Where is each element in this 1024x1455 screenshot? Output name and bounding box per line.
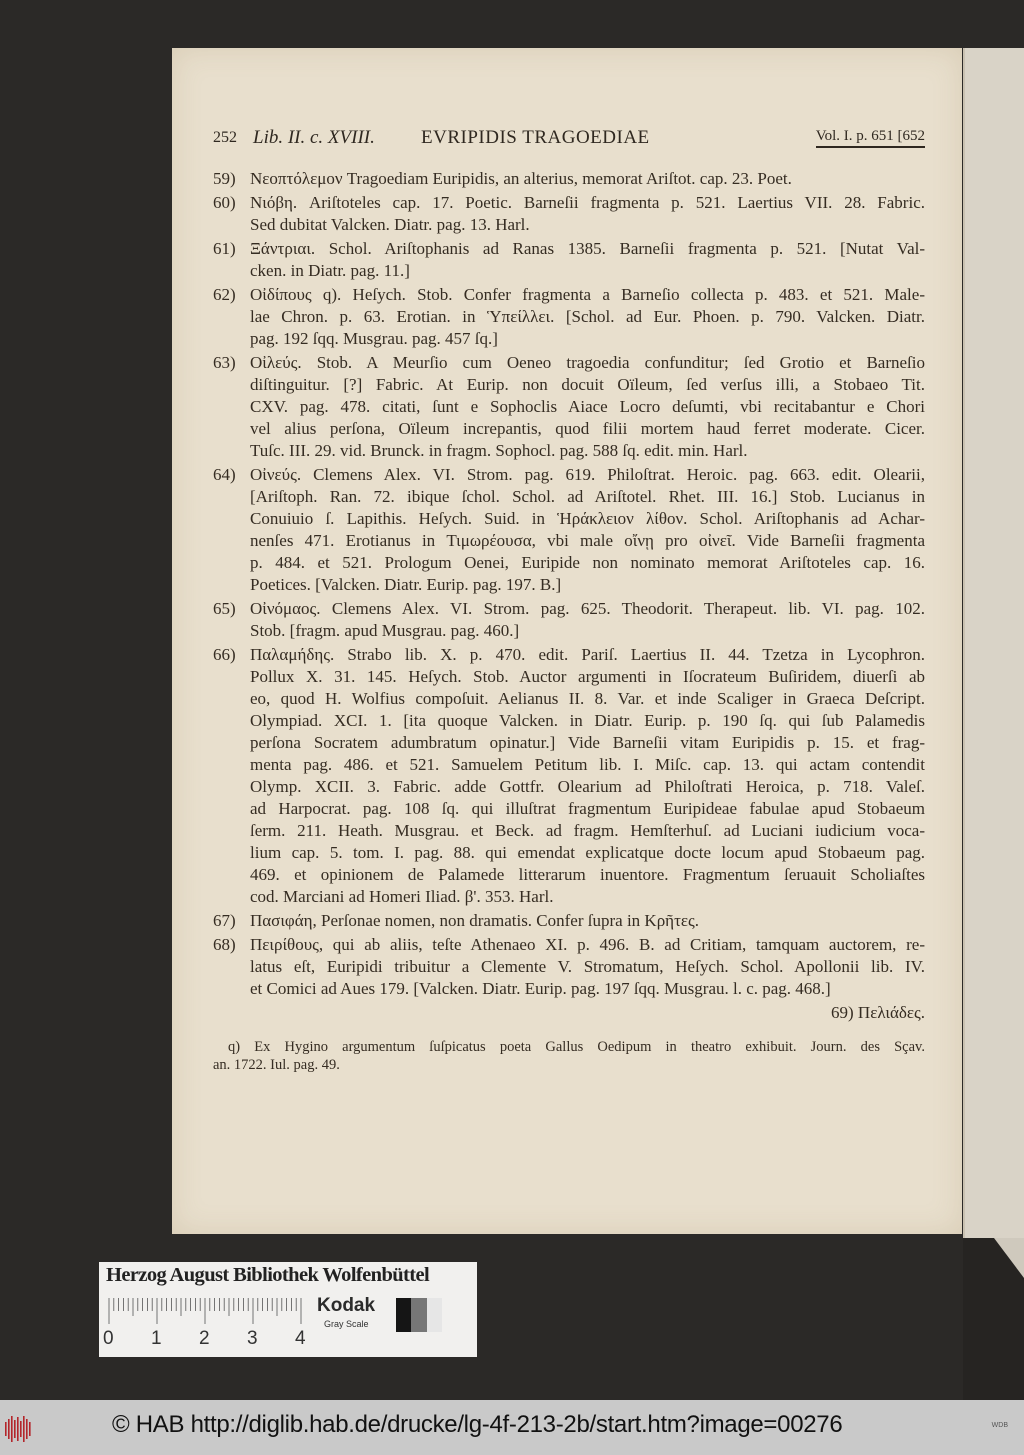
entry-line: perſona Socratem adumbratum opinatur.] Vide Barneſii vitam Euripidis p. 15. et frag- — [250, 733, 925, 752]
footnote-line: q) Ex Hygino argumentum ſuſpicatus poeta Gallus Oedipum in theatro exhibuit. Journ. des Sçav. — [228, 1039, 925, 1055]
logo-bar — [26, 1419, 28, 1439]
entry-line: Stob. [fragm. apud Musgrau. pag. 460.] — [250, 621, 520, 640]
volume-reference: Vol. I. p. 651 [652 — [816, 128, 925, 148]
logo-bar — [8, 1419, 10, 1439]
gray-patch — [427, 1298, 442, 1332]
entry-line: diſtinguitur. [?] Fabric. At Eurip. non docuit Oïleum, ſed verſus illi, a Stobaeo Tit. — [250, 375, 925, 394]
footer-mark: WDB — [991, 1422, 1008, 1429]
entry — [213, 598, 925, 642]
entry-line: Πειρίθους, qui ab aliis, teſte Athenaeo XI. p. 496. B. ad Critiam, tamquam auctorem, re- — [250, 935, 925, 954]
entry-line: lae Chron. p. 63. Erotian. in Ὑπείλλει. [Schol. ad Eur. Phoen. p. 790. Valcken. Diatr. — [250, 307, 925, 326]
entry — [213, 192, 925, 236]
entry-line: Νεοπτόλεμον Tragoediam Euripidis, an alterius, memorat Ariſtot. cap. 23. Poet. — [250, 169, 792, 188]
gray-patch — [411, 1298, 426, 1332]
entry-number: 59) — [213, 169, 236, 188]
entry-line: p. 484. et 521. Prologum Oenei, Euripide non nominato memorat Ariſtoteles cap. 16. — [250, 553, 925, 572]
entry — [213, 464, 925, 596]
entry-line: Olymp. XCII. 3. Fabric. adde Gottfr. Olearium ad Philoſtrati Heroica, p. 718. Valeſ. — [250, 777, 925, 796]
entry-line: Conuiuio ſ. Lapithis. Heſych. Suid. in Ἡράκλειον λίθον. Schol. Ariſtophanis ad Achar- — [250, 509, 925, 528]
entry — [213, 284, 925, 350]
gray-scale-label: Gray Scale — [324, 1319, 369, 1329]
entry-number: 60) — [213, 193, 236, 212]
entry-number: 61) — [213, 239, 236, 258]
entry-line: cken. in Diatr. pag. 11.] — [250, 261, 410, 280]
entry-number: 67) — [213, 911, 236, 930]
entry-line: Poetices. [Valcken. Diatr. Eurip. pag. 197. B.] — [250, 575, 562, 594]
ruler-scale — [106, 1298, 306, 1324]
entry-number: 64) — [213, 465, 236, 484]
ruler-number: 3 — [247, 1328, 258, 1349]
ruler-number: 2 — [199, 1328, 210, 1349]
ruler-number: 1 — [151, 1328, 162, 1349]
logo-bar — [20, 1421, 22, 1437]
page-body — [213, 168, 925, 1074]
entry-line: vel alius perſona, Oïleum increpantis, quod filii mortem haud ferret moderate. Cicer. — [250, 419, 925, 438]
entry-number: 68) — [213, 935, 236, 954]
entry-line: Pollux X. 31. 145. Heſych. Stob. Auctor argumenti in Iſocrateum Buſiridem, diuerſi ab — [250, 667, 925, 686]
entry-line: CXV. pag. 478. citati, ſunt e Sophoclis Aiace Locro deſumti, vbi recitabantur e Chori — [250, 397, 925, 416]
entry-line: et Comici ad Aues 179. [Valcken. Diatr. Eurip. pag. 197 ſqq. Musgrau. l. c. pag. 468.] — [250, 979, 831, 998]
entry-line: Tuſc. III. 29. vid. Brunck. in fragm. Sophocl. pag. 588 ſq. edit. min. Harl. — [250, 441, 748, 460]
entry-line: Νιόβη. Ariſtoteles cap. 17. Poetic. Barneſii fragmenta p. 521. Laertius VII. 28. Fabric. — [250, 193, 925, 212]
entry-line: Οἰλεύς. Stob. A Meurſio cum Oeneo tragoedia confunditur; ſed Grotio et Barneſio — [250, 353, 925, 372]
entry-line: latus eſt, Euripidi tribuitur a Clemente V. Stromatum, Heſych. Schol. Apollonii lib. IV. — [250, 957, 925, 976]
kodak-logo: Kodak — [317, 1295, 376, 1316]
entry-number: 63) — [213, 353, 236, 372]
logo-bar — [14, 1420, 16, 1438]
logo-bar — [11, 1416, 13, 1442]
footnote — [213, 1038, 925, 1074]
entry — [213, 238, 925, 282]
logo-bar — [17, 1417, 19, 1441]
ruler-number: 4 — [295, 1328, 306, 1349]
entry-line: pag. 192 ſqq. Musgrau. pag. 457 ſq.] — [250, 329, 498, 348]
entry-line: nenſes 471. Erotianus in Τιμωρέουσα, vbi male οἴνῃ pro οἰνεῖ. Vide Barneſii fragmenta — [250, 531, 925, 550]
entry-number: 62) — [213, 285, 236, 304]
entry-line: cod. Marciani ad Homeri Iliad. β'. 353. Harl. — [250, 887, 554, 906]
entry-line: [Ariſtoph. Ran. 72. ibique ſchol. Schol. ad Ariſtotel. Rhet. III. 16.] Stob. Lucianus in — [250, 487, 925, 506]
entry-line: Οἰνεύς. Clemens Alex. VI. Strom. pag. 619. Philoſtrat. Heroic. pag. 663. edit. Olearii, — [250, 465, 925, 484]
entry — [213, 352, 925, 462]
logo-bar — [23, 1416, 25, 1442]
entry-line: Οἰνόμαος. Clemens Alex. VI. Strom. pag. 625. Theodorit. Therapeut. lib. VI. pag. 102. — [250, 599, 925, 618]
entry-line: menta pag. 486. et 521. Samuelem Petitum lib. I. Miſc. cap. 13. qui actam contendit — [250, 755, 925, 774]
facing-page-edge — [963, 48, 1024, 1238]
entry — [213, 168, 925, 190]
entry-line: Olympiad. XCI. 1. [ita quoque Valcken. in Diatr. Eurip. p. 190 ſq. qui ſub Palamedis — [250, 711, 925, 730]
entry-number: 65) — [213, 599, 236, 618]
hab-logo-icon — [5, 1416, 47, 1442]
ruler-number: 0 — [103, 1328, 114, 1349]
entry — [213, 910, 925, 932]
entry-line: Ξάντριαι. Schol. Ariſtophanis ad Ranas 1385. Barneſii fragmenta p. 521. [Nutat Val- — [250, 239, 925, 258]
footnote-line: an. 1722. Iul. pag. 49. — [213, 1057, 340, 1073]
entry-line: ſerm. 211. Heath. Musgrau. et Beck. ad fragm. Hemſterhuſ. ad Luciani iudicium voca- — [250, 821, 925, 840]
entry-69: 69) Πελιάδες. — [831, 1003, 925, 1022]
entry-line: Οἰδίπους q). Heſych. Stob. Confer fragmenta a Barneſio collecta p. 483. et 521. Male- — [250, 285, 925, 304]
entry-line: lium cap. 5. tom. I. pag. 88. qui emendat explicatque docte locum apud Stobaeum pag. — [250, 843, 925, 862]
entry — [213, 644, 925, 908]
entry-number: 66) — [213, 645, 236, 664]
color-card — [99, 1262, 477, 1357]
gray-patches — [396, 1298, 442, 1332]
page-number: 252 — [213, 129, 237, 146]
entry-line: Παλαμήδης. Strabo lib. X. p. 470. edit. Pariſ. Laertius II. 44. Tzetza in Lycophron. — [250, 645, 925, 664]
entry-line: Sed dubitat Valcken. Diatr. pag. 13. Harl. — [250, 215, 530, 234]
book-chapter: Lib. II. c. XVIII. — [253, 127, 375, 148]
footer-bar — [0, 1400, 1024, 1455]
running-head — [213, 127, 925, 151]
entry-line: eo, quod H. Wolfius compoſuit. Aelianus II. 8. Var. et inde Scaliger in Graeca Deſcript. — [250, 689, 925, 708]
card-title: Herzog August Bibliothek Wolfenbüttel — [106, 1264, 430, 1286]
logo-bar — [29, 1422, 31, 1436]
entry-line: 469. et opinionem de Palamede litterarum inuentore. Fragmentum ſeruauit Scholiaſtes — [250, 865, 925, 884]
logo-bar — [5, 1422, 7, 1436]
running-title: EVRIPIDIS TRAGOEDIAE — [421, 127, 650, 148]
entry-line: ad Harpocrat. pag. 108 ſq. qui illuſtrat fragmentum Euripideae fabulae apud Stobaeum — [250, 799, 925, 818]
gray-patch — [396, 1298, 411, 1332]
facing-page-corner — [963, 1238, 1024, 1400]
footer-copyright-url[interactable]: © HAB http://diglib.hab.de/drucke/lg-4f-213-2b/start.htm?image=00276 — [112, 1411, 843, 1438]
entry-line: Πασιφάη, Perſonae nomen, non dramatis. Confer ſupra in Κρῆτες. — [250, 911, 700, 930]
entry — [213, 934, 925, 1000]
